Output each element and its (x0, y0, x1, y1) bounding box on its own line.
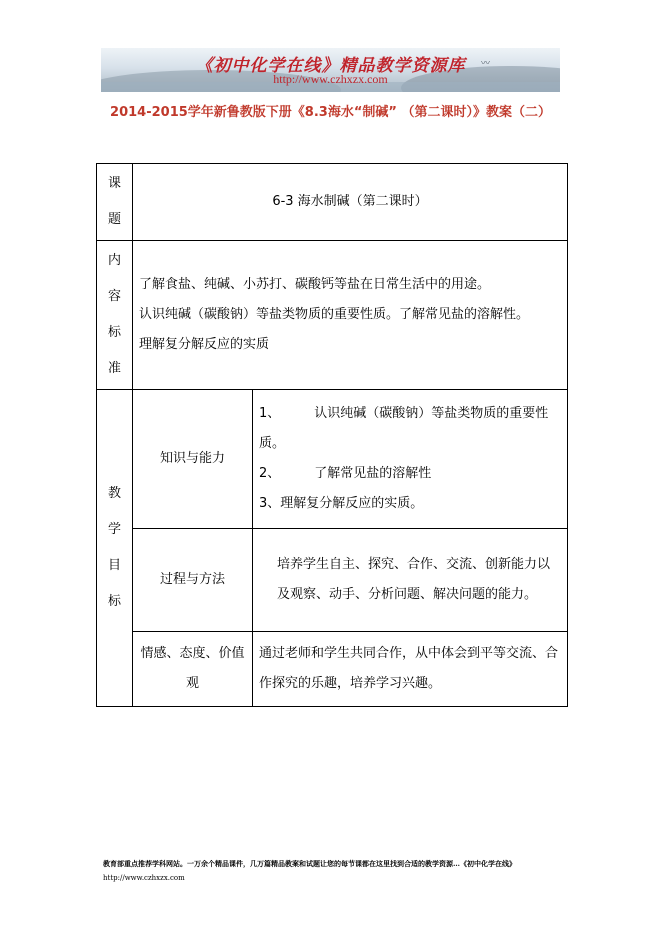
goal-item (259, 399, 561, 459)
goal-item-number: 3、 (259, 496, 281, 511)
footer-note (103, 857, 573, 885)
goal-process-cell (253, 529, 568, 632)
table-row-goal-process (97, 529, 568, 632)
lesson-plan-table (96, 163, 568, 707)
table-row-content (97, 241, 568, 390)
banner-url[interactable]: http://www.czhxzx.com (273, 72, 388, 86)
content-line: 理解复分解反应的实质 (139, 337, 270, 352)
content-line: 认识纯碱（碳酸钠）等盐类物质的重要性质。了解常见盐的溶解性。 (139, 307, 530, 322)
banner-title: 《初中化学在线》精品教学资源库 (195, 56, 466, 76)
footer-text: 教育部重点推荐学科网站。一万余个精品课件，几万篇精品教案和试题让您的每节课都在这里找到合适的教学资源…《初中化学在线》 (103, 859, 516, 868)
document-title: 2014-2015学年新鲁教版下册《8.3海水“制碱” （第二课时）》教案（二） (110, 105, 551, 120)
goal-item-text: 了解常见盐的溶解性 (314, 466, 432, 481)
topic-cell: 6-3 海水制碱（第二课时） (133, 164, 568, 241)
goal-item (259, 459, 561, 489)
goal-knowledge-cell (253, 390, 568, 529)
goals-header-cell: 教学目标 (97, 390, 133, 707)
goal-label: 过程与方法 (133, 529, 253, 632)
goal-label: 情感、态度、价值观 (133, 632, 253, 707)
goal-item-text: 理解复分解反应的实质。 (280, 496, 424, 511)
bird-icon: 〰 (481, 59, 491, 69)
table-row-topic (97, 164, 568, 241)
content-cell (133, 241, 568, 390)
goal-text: 培养学生自主、探究、合作、交流、创新能力以及观察、动手、分析问题、解决问题的能力。 (277, 557, 551, 602)
goal-item (259, 489, 561, 519)
topic-header-cell: 课题 (97, 164, 133, 241)
header-banner (101, 48, 560, 92)
footer-url[interactable]: http://www.czhxzx.com (103, 874, 185, 882)
goal-item-number: 1、 (259, 406, 281, 421)
goal-item-text: 认识纯碱（碳酸钠）等盐类物质的重要性质。 (259, 406, 549, 451)
content-header-cell: 内容标准 (97, 241, 133, 390)
table-row-goal-knowledge (97, 390, 568, 529)
table-row-goal-emotion (97, 632, 568, 707)
goal-emotion-cell: 通过老师和学生共同合作，从中体会到平等交流、合作探究的乐趣，培养学习兴趣。 (253, 632, 568, 707)
goal-label: 知识与能力 (133, 390, 253, 529)
goal-item-number: 2、 (259, 466, 281, 481)
content-line: 了解食盐、纯碱、小苏打、碳酸钙等盐在日常生活中的用途。 (139, 277, 491, 292)
